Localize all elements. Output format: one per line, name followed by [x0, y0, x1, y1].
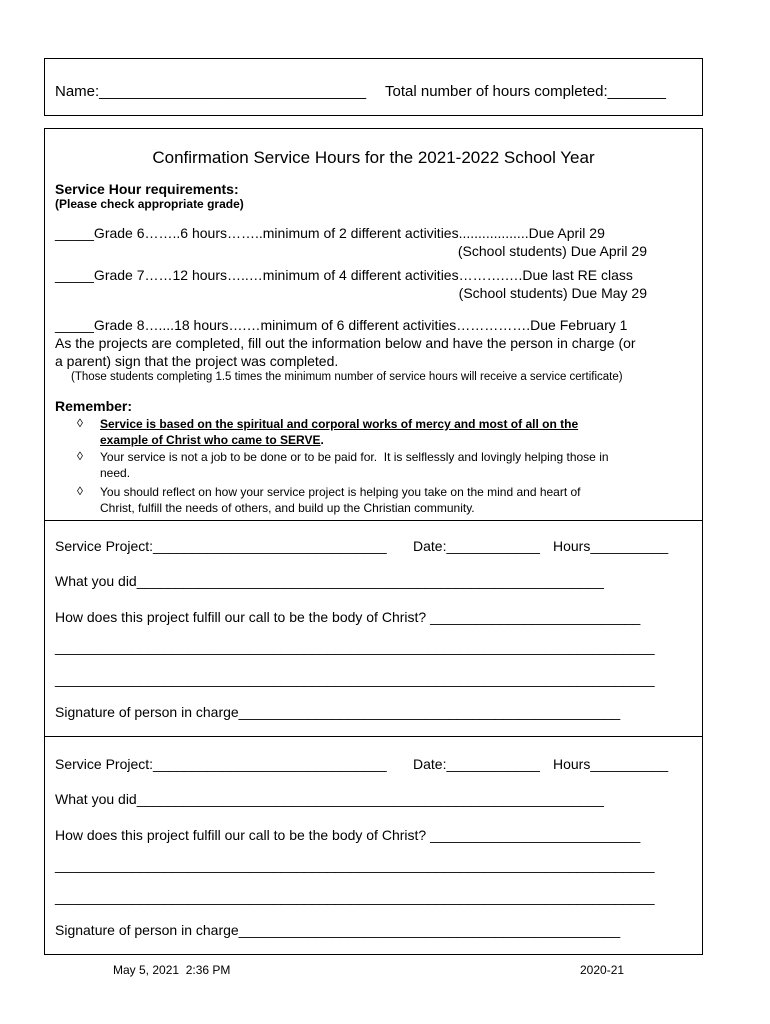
service-project-field[interactable]: Service Project:______________________________ [55, 538, 387, 554]
signature-field[interactable]: Signature of person in charge_________________________________________________ [55, 704, 621, 720]
grade-6-line[interactable]: _____Grade 6……..6 hours……..minimum of 2 different activities..................Due April 29 [55, 225, 605, 241]
blank-line[interactable]: _____________________________________________________________________________ [55, 671, 655, 687]
certificate-note: (Those students completing 1.5 times the minimum number of service hours will receive a service certificate) [71, 371, 623, 383]
page-title: Confirmation Service Hours for the 2021-2022 School Year [152, 148, 595, 167]
how-fulfill-field[interactable]: How does this project fulfill our call to be the body of Christ? ___________________________ [55, 609, 641, 625]
date-field[interactable]: Date:____________ [413, 756, 540, 772]
grade-8-line[interactable]: _____Grade 8…....18 hours….…minimum of 6 different activities…………….Due February 1 [55, 317, 628, 333]
main-box [44, 128, 703, 955]
bullet-1-line-2 [100, 433, 324, 447]
bullet-3-line-2: Christ, fulfill the needs of others, and build up the Christian community. [100, 501, 475, 515]
header-box [44, 58, 703, 116]
date-field[interactable]: Date:____________ [413, 538, 540, 554]
how-fulfill-field[interactable]: How does this project fulfill our call to be the body of Christ? ___________________________ [55, 827, 641, 843]
requirements-subheading: (Please check appropriate grade) [55, 197, 244, 211]
diamond-bullet-icon: ◊ [77, 484, 83, 498]
grade-7-extra: (School students) Due May 29 [458, 285, 647, 301]
grade-6-extra: (School students) Due April 29 [457, 243, 647, 259]
hours-field[interactable]: Hours__________ [553, 538, 669, 554]
section-divider [45, 520, 702, 521]
diamond-bullet-icon: ◊ [77, 416, 83, 430]
diamond-bullet-icon: ◊ [77, 449, 83, 463]
bullet-2-line-2: need. [100, 466, 131, 480]
blank-line[interactable]: _____________________________________________________________________________ [55, 889, 655, 905]
hours-field[interactable]: Hours__________ [553, 756, 669, 772]
grade-7-line[interactable]: _____Grade 7……12 hours…..…minimum of 4 different activities……….….Due last RE class [55, 267, 633, 283]
blank-line[interactable]: _____________________________________________________________________________ [55, 857, 655, 873]
instructions-line-1: As the projects are completed, fill out the information below and have the person in charge (or [55, 335, 636, 351]
requirements-heading: Service Hour requirements: [55, 181, 239, 197]
remember-heading: Remember: [55, 398, 133, 414]
name-field[interactable]: Name:________________________________ [55, 83, 367, 100]
signature-field[interactable]: Signature of person in charge_________________________________________________ [55, 922, 621, 938]
footer-code: 2020-21 [580, 963, 625, 977]
service-project-field[interactable]: Service Project:______________________________ [55, 756, 387, 772]
bullet-1-line-2-text: example of Christ who came to SERVE [100, 433, 321, 447]
bullet-2-line-1: Your service is not a job to be done or to be paid for. It is selflessly and lovingly helping those in [100, 450, 609, 464]
section-divider [45, 736, 702, 737]
blank-line[interactable]: _____________________________________________________________________________ [55, 639, 655, 655]
total-hours-field[interactable]: Total number of hours completed:_______ [385, 83, 667, 100]
instructions-line-2: a parent) sign that the project was completed. [55, 353, 339, 369]
what-you-did-field[interactable]: What you did____________________________________________________________ [55, 791, 604, 807]
what-you-did-field[interactable]: What you did____________________________________________________________ [55, 573, 604, 589]
bullet-1-line-1: Service is based on the spiritual and corporal works of mercy and most of all on the [100, 417, 579, 431]
bullet-3-line-1: You should reflect on how your service project is helping you take on the mind and heart of [100, 485, 581, 499]
footer-timestamp: May 5, 2021 2:36 PM [113, 963, 231, 977]
bullet-1-line-2-tail: . [320, 433, 324, 447]
